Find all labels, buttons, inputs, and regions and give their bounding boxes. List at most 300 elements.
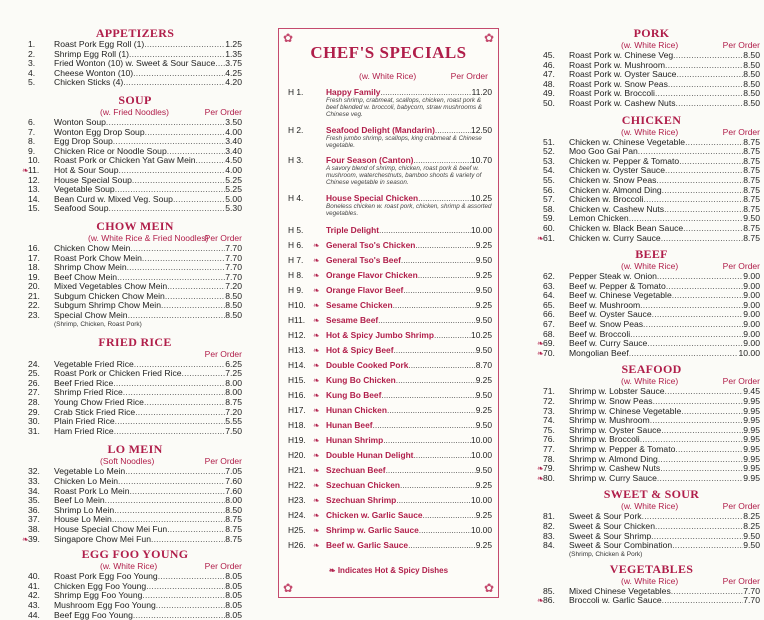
item-name: Shrimp w. Broccoli	[569, 434, 640, 445]
leader-dots	[668, 80, 743, 90]
item-price: 7.70	[225, 242, 242, 253]
leader-dots	[676, 70, 743, 80]
item-name: General Tso's Chicken	[326, 240, 416, 251]
item-name: Chicken w. Almond Ding	[569, 184, 662, 195]
item-name: Chicken w. Black Bean Sauce	[569, 222, 684, 233]
item-number: ❧ 61.	[537, 232, 555, 243]
leader-dots	[435, 125, 471, 135]
menu-section	[537, 247, 760, 358]
chefs-specials-list	[288, 87, 492, 553]
section-title: VEGETABLES	[609, 561, 694, 576]
chef-special-item	[288, 253, 492, 268]
item-name: Double Cooked Pork	[326, 360, 409, 371]
leader-dots	[671, 587, 744, 597]
item-number: H26.	[288, 540, 306, 551]
item-price: 7.50	[225, 425, 242, 436]
item-price: 9.95	[743, 453, 760, 464]
item-number: ❧ 69.	[537, 338, 555, 349]
leader-dots	[165, 292, 225, 302]
item-number: 72.	[543, 396, 555, 407]
item-name: House Special Chicken	[326, 192, 419, 203]
chili-pepper-icon: ❧	[313, 406, 320, 416]
item-number: 27.	[28, 387, 40, 398]
leader-dots	[380, 87, 471, 97]
item-name: Ham Fried Rice	[54, 425, 114, 436]
item-name: Shrimp w. Oyster Sauce	[569, 424, 662, 435]
item-number: 38.	[28, 523, 40, 534]
item-name: Sesame Chicken	[326, 300, 393, 311]
chili-pepper-icon: ❧	[313, 286, 320, 296]
menu-item	[28, 427, 242, 437]
item-price: 8.05	[225, 609, 242, 620]
chili-pepper-icon: ❧	[313, 376, 320, 386]
leader-dots	[401, 253, 476, 268]
item-name: Young Chow Fried Rice	[54, 397, 144, 408]
item-price: 9.95	[743, 434, 760, 445]
item-price: 10.25	[471, 330, 492, 341]
leader-dots	[158, 572, 226, 582]
chili-pepper-icon: ❧	[313, 316, 320, 326]
item-price: 9.25	[475, 300, 492, 311]
item-name: Seafood Delight (Mandarin)	[326, 124, 435, 135]
item-number: 10.	[28, 155, 40, 166]
item-number: 41.	[28, 580, 40, 591]
item-number: H 6.	[288, 240, 304, 251]
chili-pepper-icon: ❧	[313, 331, 320, 341]
item-price: 9.00	[743, 319, 760, 330]
item-name: Beef w. Mushroom	[569, 299, 641, 310]
leader-dots	[658, 455, 743, 465]
section-title: CHICKEN	[621, 112, 682, 127]
item-price: 4.00	[225, 164, 242, 175]
item-price: 11.20	[471, 87, 492, 97]
item-number: 56.	[543, 184, 555, 195]
leader-dots	[642, 512, 744, 522]
leader-dots	[676, 99, 744, 109]
menu-item	[543, 541, 760, 551]
item-number: 46.	[543, 59, 555, 70]
item-price: 8.05	[225, 590, 242, 601]
item-price: 8.75	[743, 232, 760, 243]
rose-ornament-icon: ✿	[282, 31, 294, 45]
item-price: 7.25	[225, 368, 242, 379]
item-name: Vegetable Fried Rice	[54, 358, 134, 369]
item-name: Sweet & Sour Pork	[569, 511, 642, 522]
section-title: PORK	[633, 26, 670, 40]
item-price: 9.25	[475, 405, 492, 416]
item-name: Happy Family	[326, 87, 381, 97]
item-name: Szechuan Beef	[326, 465, 386, 476]
item-price: 9.50	[475, 285, 492, 296]
item-number: ❧ 79.	[537, 463, 555, 474]
leader-dots	[142, 254, 225, 264]
item-name: Hot & Sour Soup	[54, 164, 119, 175]
chef-special-row	[288, 223, 492, 238]
chef-special-item	[288, 298, 492, 313]
chef-special-item	[288, 508, 492, 523]
item-price: 8.50	[743, 69, 760, 80]
item-price: 7.70	[225, 252, 242, 263]
item-number: 50.	[543, 97, 555, 108]
item-number: 66.	[543, 309, 555, 320]
item-number: H24.	[288, 510, 306, 521]
item-price: 5.30	[225, 203, 242, 214]
item-number: 21.	[28, 290, 40, 301]
item-number: 81.	[543, 511, 555, 522]
item-price: 8.05	[225, 599, 242, 610]
section-title: BEEF	[635, 247, 668, 262]
section-subtitle: (Soft Noodles) Per Order	[100, 456, 242, 467]
leader-dots	[378, 313, 476, 328]
chef-special-row	[288, 155, 492, 165]
item-number: 34.	[28, 485, 40, 496]
item-price: 8.75	[743, 184, 760, 195]
item-price: 7.70	[225, 262, 242, 273]
item-name: Beef w. Broccoli	[569, 328, 631, 339]
section-subtitle: (w. Fried Noodles) Per Order	[100, 106, 242, 117]
chili-pepper-icon: ❧	[537, 464, 544, 474]
item-number: 7.	[28, 126, 36, 137]
chef-special-row	[288, 538, 492, 553]
item-price: 10.00	[471, 495, 492, 506]
leader-dots	[664, 205, 743, 215]
item-price: 8.05	[225, 580, 242, 591]
chili-pepper-icon: ❧	[328, 566, 336, 575]
chef-special-row	[288, 478, 492, 493]
item-name: Shrimp w. Pepper & Tomato	[569, 444, 676, 454]
item-price: 6.25	[225, 358, 242, 369]
item-number: 73.	[543, 405, 555, 416]
item-price: 8.50	[225, 290, 242, 301]
leader-dots	[381, 388, 475, 403]
item-number: 32.	[28, 466, 40, 477]
item-number: 20.	[28, 281, 40, 292]
item-number: 45.	[543, 50, 555, 60]
item-name: Chicken w. Oyster Sauce	[569, 165, 666, 176]
item-number: H13.	[288, 345, 306, 356]
leader-dots	[673, 51, 743, 61]
chef-special-item	[288, 155, 492, 187]
chili-pepper-icon: ❧	[313, 436, 320, 446]
leader-dots	[666, 282, 743, 292]
item-name: Wonton Egg Drop Soup	[54, 126, 145, 137]
item-price: 9.25	[475, 480, 492, 491]
item-price: 8.50	[743, 97, 760, 108]
section-title: FRIED RICE	[98, 334, 172, 349]
leader-dots	[418, 268, 476, 283]
item-price: 4.00	[225, 126, 242, 137]
leader-dots	[144, 40, 225, 50]
menu-item	[28, 601, 242, 611]
chef-special-item	[288, 358, 492, 373]
item-number: 47.	[543, 69, 555, 80]
item-price: 9.50	[475, 420, 492, 431]
leader-dots	[393, 298, 476, 313]
item-number: 71.	[543, 386, 555, 397]
item-price: 10.00	[738, 347, 760, 358]
leader-dots	[161, 301, 225, 311]
chef-special-item	[288, 538, 492, 553]
leader-dots	[403, 283, 475, 298]
chili-pepper-icon: ❧	[313, 421, 320, 431]
item-price: 9.50	[475, 255, 492, 266]
item-number: 64.	[543, 290, 555, 301]
section-title: SOUP	[118, 92, 152, 107]
item-name: Chicken w. Snow Peas	[569, 174, 657, 185]
chili-pepper-icon: ❧	[537, 473, 544, 483]
item-number: 49.	[543, 88, 555, 99]
item-name: Chicken w. Pepper & Tomato	[569, 155, 680, 166]
chef-special-item	[288, 328, 492, 343]
item-name: Roast Pork w. Cashew Nuts	[569, 97, 676, 108]
leader-dots	[683, 224, 743, 234]
item-name: Szechuan Chicken	[326, 480, 401, 491]
chef-special-item	[288, 238, 492, 253]
chef-special-row	[288, 253, 492, 268]
item-name: Roast Pork w. Oyster Sauce	[569, 69, 677, 80]
item-price: 8.75	[743, 222, 760, 233]
chef-special-row	[288, 268, 492, 283]
chili-pepper-icon: ❧	[313, 541, 320, 551]
item-name: General Tso's Beef	[326, 255, 401, 266]
item-price: 8.75	[225, 523, 242, 534]
item-price: 8.50	[743, 59, 760, 70]
leader-dots	[387, 403, 476, 418]
leader-dots	[114, 506, 225, 516]
chef-special-item	[288, 125, 492, 149]
item-price: 9.50	[475, 315, 492, 326]
item-name: Mixed Chinese Vegetables	[569, 585, 671, 596]
section-subtitle: (w. White Rice & Fried Noodles) Per Order	[88, 232, 242, 243]
item-name: Hot & Spicy Jumbo Shrimp	[326, 330, 434, 341]
chef-special-row	[288, 388, 492, 403]
item-number: 67.	[543, 319, 555, 330]
item-price: 7.60	[225, 485, 242, 496]
chili-pepper-icon: ❧	[537, 596, 544, 606]
section-subtitle: (w. White Rice) Per Order	[621, 575, 760, 586]
item-price: 9.00	[743, 338, 760, 349]
item-price: 10.70	[471, 155, 492, 166]
item-price: 10.00	[471, 225, 492, 236]
item-name: Beef Lo Mein	[54, 495, 105, 506]
chef-special-item	[288, 268, 492, 283]
item-name: Orange Flavor Beef	[326, 285, 404, 296]
leader-dots	[167, 525, 225, 535]
item-number: 57.	[543, 194, 555, 205]
item-price: 9.95	[743, 415, 760, 426]
item-price: 9.50	[743, 540, 760, 551]
item-name: Hunan Chicken	[326, 405, 387, 416]
item-number: 2.	[28, 48, 36, 59]
item-number: 48.	[543, 78, 555, 89]
chef-special-item	[288, 403, 492, 418]
item-name: Hot & Spicy Beef	[326, 345, 394, 356]
chili-pepper-icon: ❧	[313, 301, 320, 311]
section-subtitle: (w. White Rice) Per Order	[621, 501, 760, 512]
item-number: H 4.	[288, 192, 304, 203]
menu-item	[28, 204, 242, 214]
chef-special-row	[288, 298, 492, 313]
chef-special-row	[288, 373, 492, 388]
item-name: Moo Goo Gai Pan	[569, 146, 638, 157]
item-price: 8.75	[743, 146, 760, 157]
item-price: 9.00	[743, 280, 760, 291]
chili-pepper-icon: ❧	[22, 534, 29, 544]
chili-pepper-icon: ❧	[537, 233, 544, 243]
leader-dots	[113, 379, 225, 389]
item-price: 8.70	[475, 360, 492, 371]
leader-dots	[665, 387, 744, 397]
chef-special-item	[288, 523, 492, 538]
item-number: 51.	[543, 136, 555, 147]
item-price: 8.50	[743, 50, 760, 60]
leader-dots	[413, 155, 471, 165]
leader-dots	[167, 282, 225, 292]
item-name: Mongolian Beef	[569, 347, 629, 358]
item-price: 3.75	[225, 58, 242, 69]
right-column	[537, 0, 760, 606]
chef-special-item	[288, 388, 492, 403]
item-number: 33.	[28, 476, 40, 486]
item-number: 76.	[543, 434, 555, 445]
leader-dots	[132, 176, 225, 186]
item-number: 13.	[28, 184, 40, 195]
item-price: 8.75	[743, 194, 760, 205]
chef-special-row	[288, 283, 492, 298]
chef-special-row	[288, 87, 492, 97]
item-name: House Special Chow Mei Fun	[54, 523, 168, 534]
leader-dots	[156, 601, 226, 611]
chili-pepper-icon: ❧	[313, 391, 320, 401]
item-name: Roast Pork Lo Mein	[54, 485, 130, 496]
item-number: H18.	[288, 420, 306, 431]
item-name: Shrimp w. Mushroom	[569, 415, 650, 426]
item-name: Subgum Chicken Chow Mein	[54, 290, 165, 301]
item-number: H17.	[288, 405, 306, 416]
item-number: ❧ 11.	[22, 164, 40, 175]
leader-dots	[660, 464, 743, 474]
chef-special-row	[288, 313, 492, 328]
item-number: 36.	[28, 504, 40, 515]
item-name: Roast Pork Egg Roll (1)	[54, 39, 145, 49]
item-name: Chicken w. Chinese Vegetable	[569, 136, 686, 147]
section-subtitle: (w. White Rice) Per Order	[621, 376, 760, 387]
item-number: H20.	[288, 450, 306, 461]
item-number: 35.	[28, 495, 40, 506]
item-number: 37.	[28, 514, 40, 525]
item-number: 40.	[28, 571, 40, 582]
item-price: 9.50	[475, 345, 492, 356]
item-name: Subgum Shrimp Chow Mein	[54, 300, 161, 311]
item-name: Hunan Beef	[326, 420, 373, 431]
item-price: 9.00	[743, 290, 760, 301]
item-price: 9.95	[743, 424, 760, 435]
chili-pepper-icon: ❧	[22, 165, 29, 175]
menu-item	[22, 533, 242, 545]
item-price: 1.35	[225, 48, 242, 59]
leader-dots	[182, 369, 226, 379]
item-price: 7.60	[225, 476, 242, 486]
item-price: 9.00	[743, 328, 760, 339]
item-number: H 8.	[288, 270, 304, 281]
item-price: 8.75	[743, 136, 760, 147]
chef-special-item	[288, 433, 492, 448]
leader-dots	[373, 418, 476, 433]
menu-section	[28, 26, 242, 88]
menu-section	[543, 26, 760, 109]
section-subtitle: (w. White Rice) Per Order	[621, 261, 760, 272]
item-price: 7.20	[225, 281, 242, 292]
menu-item	[22, 164, 242, 176]
item-number: 25.	[28, 368, 40, 379]
item-price: 7.20	[225, 406, 242, 417]
leader-dots	[196, 156, 226, 166]
leader-dots	[144, 398, 225, 408]
leader-dots	[434, 328, 471, 343]
chef-special-row	[288, 358, 492, 373]
item-number: 1.	[28, 39, 36, 49]
menu-section	[537, 112, 760, 244]
section-title: APPETIZERS	[95, 26, 175, 40]
leader-dots	[657, 474, 743, 484]
item-number: ❧ 39.	[22, 533, 40, 544]
menu-section	[28, 335, 242, 437]
leader-dots	[656, 176, 743, 186]
leader-dots	[418, 193, 471, 203]
item-number: H14.	[288, 360, 306, 371]
chef-special-item	[288, 448, 492, 463]
chili-pepper-icon: ❧	[313, 466, 320, 476]
item-price: 9.25	[475, 510, 492, 521]
leader-dots	[173, 195, 225, 205]
item-number: H12.	[288, 330, 306, 341]
item-name: Shrimp w. Chinese Vegetable	[569, 405, 682, 416]
item-number: H15.	[288, 375, 306, 386]
leader-dots	[643, 320, 743, 330]
leader-dots	[115, 417, 226, 427]
chef-special-item	[288, 223, 492, 238]
item-number: H 3.	[288, 155, 304, 166]
item-number: 9.	[28, 145, 36, 156]
leader-dots	[145, 128, 226, 138]
section-subtitle: (w. White Rice) Per Order	[100, 561, 242, 572]
item-name: House Special Soup	[54, 174, 132, 185]
chefs-specials-subtitle: (w. White Rice) Per Order	[359, 71, 488, 81]
item-name: Shrimp Lo Mein	[54, 504, 115, 515]
item-name: Chicken w. Curry Sauce	[569, 232, 661, 243]
item-price: 8.00	[225, 387, 242, 398]
item-price: 10.00	[471, 450, 492, 461]
leader-dots	[383, 433, 471, 448]
item-number: 19.	[28, 271, 40, 282]
item-number: 85.	[543, 585, 555, 596]
item-name: Shrimp w. Garlic Sauce	[326, 525, 419, 536]
item-price: 9.25	[475, 270, 492, 281]
item-number: 60.	[543, 222, 555, 233]
item-name: Shrimp Egg Foo Young	[54, 590, 143, 601]
menu-section	[543, 487, 760, 558]
rose-ornament-icon: ✿	[282, 581, 294, 595]
item-name: Chicken Egg Foo Young	[54, 580, 147, 591]
item-number: 12.	[28, 174, 40, 185]
item-name: Beef w. Oyster Sauce	[569, 309, 652, 320]
item-number: 17.	[28, 252, 40, 263]
chili-pepper-icon: ❧	[313, 256, 320, 266]
item-number: 14.	[28, 193, 40, 204]
item-name: Beef Egg Foo Young	[54, 609, 133, 620]
item-name: Four Season (Canton)	[326, 155, 414, 166]
chili-pepper-icon: ❧	[313, 361, 320, 371]
